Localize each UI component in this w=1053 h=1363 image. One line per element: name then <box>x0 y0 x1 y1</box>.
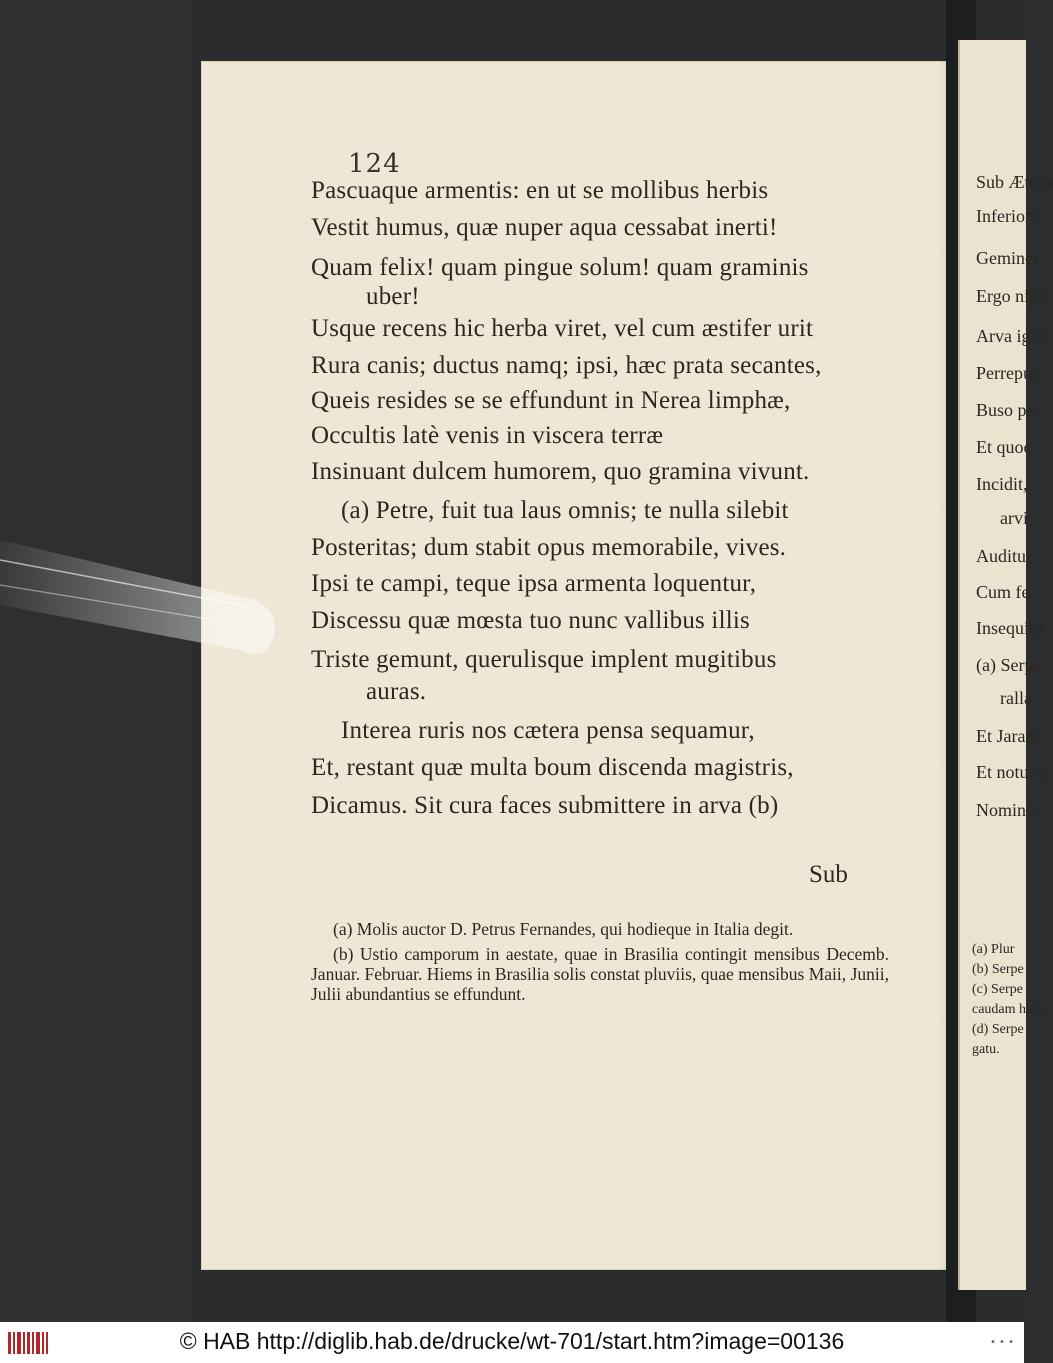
glass-plate-glare <box>0 525 300 675</box>
facing-line: ralla <box>1000 688 1032 708</box>
verse-line: Triste gemunt, querulisque implent mugitibus <box>311 646 777 673</box>
facing-line: Cum fe <box>976 582 1030 602</box>
facing-line: Inferiora <box>976 206 1039 226</box>
book-page <box>201 61 948 1270</box>
verse-line: Interea ruris nos cætera pensa sequamur, <box>341 717 755 744</box>
facing-page-edge <box>958 40 1053 1290</box>
corner-marker: • • • <box>989 1337 1014 1348</box>
footer-bar <box>0 1322 1024 1363</box>
verse-line: Dicamus. Sit cura faces submittere in arva (b) <box>311 792 779 819</box>
verse-line: (a) Petre, fuit tua laus omnis; te nulla silebit <box>341 497 789 524</box>
facing-note: caudam habe <box>972 1002 1046 1017</box>
copyright-link[interactable]: © HAB http://diglib.hab.de/drucke/wt-701/start.htm?image=00136 <box>179 1328 845 1354</box>
facing-line: (a) Serpe <box>976 655 1042 675</box>
verse-line: Occultis latè venis in viscera terræ <box>311 422 664 449</box>
verse-line: Quam felix! quam pingue solum! quam graminis <box>311 254 809 281</box>
facing-line: Arva igni <box>976 326 1045 346</box>
facing-line: Et quoc <box>976 437 1032 457</box>
facing-line: Geminet <box>976 248 1038 268</box>
facing-line: Buso pe <box>976 400 1035 420</box>
verse-line: Et, restant quæ multa boum discenda magistris, <box>311 754 794 781</box>
verse-line: uber! <box>366 283 420 310</box>
facing-note: (b) Serpe <box>972 962 1024 977</box>
facing-line: Perrepun <box>976 363 1041 383</box>
verse-line: Insinuant dulcem humorem, quo gramina vivunt. <box>311 458 810 485</box>
facing-line: Insequitu <box>976 618 1043 638</box>
facing-note: gatu. <box>972 1042 1000 1057</box>
footnote: (a) Molis auctor D. Petrus Fernandes, qui hodieque in Italia degit. <box>333 919 794 939</box>
facing-line: Auditur <box>976 546 1032 566</box>
verse-line: Usque recens hic herba viret, vel cum æstifer urit <box>311 315 814 342</box>
facing-line: Et Jarara <box>976 726 1040 746</box>
verse-line: Pascuaque armentis: en ut se mollibus herbis <box>311 177 769 204</box>
verse-line: Queis resides se se effundunt in Nerea limphæ, <box>311 387 791 414</box>
facing-line: Et notus c <box>976 762 1048 782</box>
verse-line: Rura canis; ductus namq; ipsi, hæc prata secantes, <box>311 352 822 379</box>
facing-line: Sub Ætern <box>976 172 1053 192</box>
verse-line: Vestit humus, quæ nuper aqua cessabat inerti! <box>311 214 778 241</box>
verse-line: Discessu quæ mœsta tuo nunc vallibus illis <box>311 607 750 634</box>
verse-line: Ipsi te campi, teque ipsa armenta loquentur, <box>311 570 757 597</box>
facing-note: (a) Plur <box>972 942 1015 957</box>
footnote: (b) Ustio camporum in aestate, quae in Brasilia contingit mensibus Decemb. Januar. Februar. Hiems in Brasilia solis constat pluviis, quae mensibus Maii, Junii, Julii abundantius se effundunt. <box>311 944 889 1004</box>
verse-line: auras. <box>366 678 427 705</box>
catchword: Sub <box>809 861 848 888</box>
facing-line: Incidit, <box>976 474 1028 494</box>
page-number: 124 <box>348 149 401 179</box>
facing-line: arvi <box>1000 508 1028 528</box>
facing-note: (d) Serpe <box>972 1022 1024 1037</box>
footnotes <box>311 919 889 1009</box>
facing-note: (c) Serpe <box>972 982 1023 997</box>
verse-line: Posteritas; dum stabit opus memorabile, vives. <box>311 534 787 561</box>
facing-line: Ergo nige <box>976 286 1047 306</box>
facing-line: Nomine, <box>976 800 1039 820</box>
